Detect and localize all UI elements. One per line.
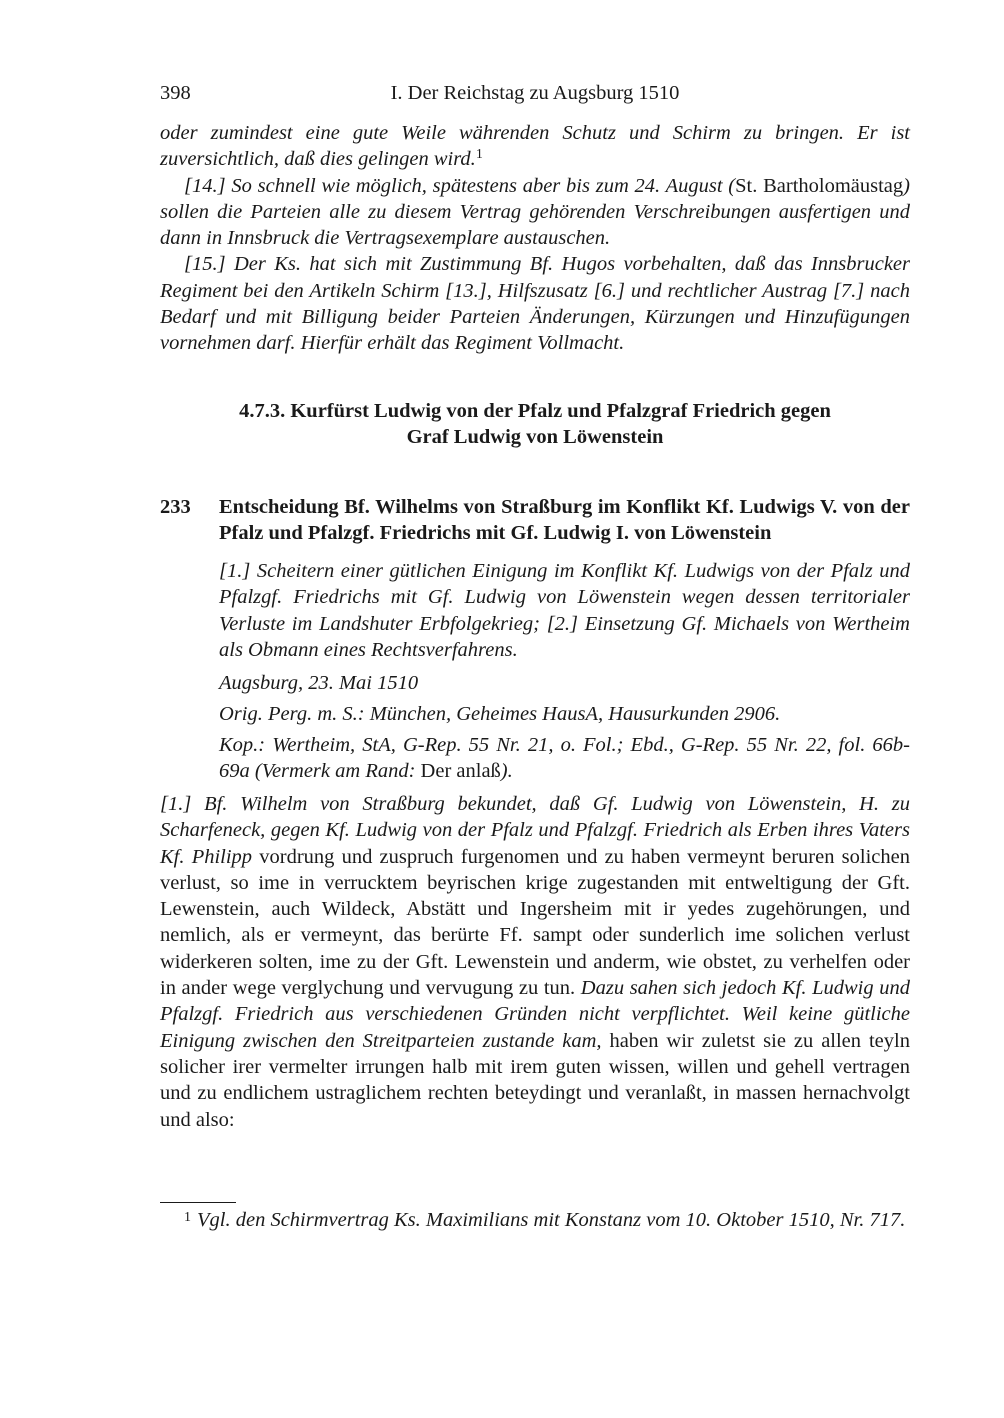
paragraph [160,120,910,173]
text-segment: [1.] Bf. Wilhelm von Straßburg bekundet, daß Gf. Ludwig von Löwenstein, H. zu Scharfeneck, gegen Kf. Ludwig von der Pfalz und Pfalzgf. Friedrich als Erben ihres Vaters Kf. Philipp [160,793,910,868]
footnote-text: Vgl. den Schirmvertrag Ks. Maximilians mit Konstanz vom 10. Oktober 1510, Nr. 717. [197,1209,906,1231]
section-heading [160,398,910,451]
document-summary-block [219,558,910,663]
footnote [160,1207,910,1233]
text-segment: ) sollen die Parteien alle zu diesem Vertrag gehörenden Verschreibungen ausfertigen und dann in Innsbruck die Vertragsexemplare austauschen. [160,174,910,250]
text-segment: [15.] Der Ks. hat sich mit Zustimmung Bf. Hugos vorbehalten, daß das Innsbrucker Regiment bei den Artikeln Schirm [13.], Hilfszusatz [6.] und rechtlicher Austrag [7.] nach Bedarf und mit Billigung beider Parteien Änderungen, Kürzungen und Hinzufügungen vornehmen darf. Hierfür erhält das Regiment Vollmacht. [160,253,910,355]
document-body [160,791,910,1133]
copies-source [219,732,910,785]
text-segment: [14.] So schnell wie möglich, spätestens aber bis zum 24. August ( [184,174,736,197]
text-segment: oder zumindest eine gute Weile währenden Schutz und Schirm zu bringen. Er ist zuversichtlich, daß dies gelingen wird. [160,122,910,171]
section-heading-line: Graf Ludwig von Löwenstein [406,426,664,449]
text-segment: Der anlaß [420,760,501,783]
document-number: 233 [160,496,191,518]
page-number: 398 [160,82,191,104]
section-heading-line: 4.7.3. Kurfürst Ludwig von der Pfalz und Pfalzgraf Friedrich gegen [239,400,831,422]
footnote-reference: 1 [475,147,483,163]
footnote-number: 1 [184,1210,191,1225]
body-paragraph [160,791,910,1133]
continued-text [160,120,910,357]
text-segment: ). [500,760,513,783]
document-title: Entscheidung Bf. Wilhelms von Straßburg im Konflikt Kf. Ludwigs V. von der Pfalz und Pfalzgf. Friedrichs mit Gf. Ludwig I. von Löwenstein [219,496,910,545]
footnote-rule [160,1202,236,1203]
paragraph [160,251,910,356]
text-segment: Dazu sahen sich jedoch Kf. Ludwig und Pfalzgf. Friedrich aus verschiedenen Gründen nicht verpflichtet. Weil keine gütliche Einigung zwischen den Streitparteien zustande kam, [160,977,910,1052]
place-date: Augsburg, 23. Mai 1510 [219,672,419,694]
running-title: I. Der Reichstag zu Augsburg 1510 [390,82,680,104]
page-header [160,80,910,106]
text-segment: Kop.: Wertheim, StA, G-Rep. 55 Nr. 21, o. Fol.; Ebd., G-Rep. 55 Nr. 22, fol. 66b-69a (Vermerk am Rand: [219,734,910,783]
text-segment: St. Bartholomäustag [735,174,904,197]
text-segment: haben wir zuletst sie zu allen teyln solicher irer vermelter irrungen halb mit irem guten wissen, willen und gehell vertragen und zu endlichem ustraglichem rechten beteydingt und veranlaßt, in massen hernachvolgt und also: [160,1029,910,1131]
original-source: Orig. Perg. m. S.: München, Geheimes HausA, Hausurkunden 2906. [219,703,781,725]
document-summary: [1.] Scheitern einer gütlichen Einigung im Konflikt Kf. Ludwigs von der Pfalz und Pfalzgf. Friedrichs mit Gf. Ludwig von Löwenstein wegen dessen territorialer Verluste im Landshuter Erbfolgekrieg; [2.] Einsetzung Gf. Michaels von Wertheim als Obmann eines Rechtsverfahrens. [219,560,910,661]
document-heading [160,494,910,547]
paragraph [160,173,910,252]
copies-paragraph [219,732,910,785]
text-segment: vordrung und zuspruch furgenomen und zu haben vermeynt beruren solichen verlust, so ime in verrucktem beyrischen krige zugestanden mit entweltigung der Gft. Lewenstein, auch Wildeck, Abstätt und Ingersheim mit ir yedes zugehörungen, und nemlich, als er vermeynt, das berürte Ff. sampt oder sunderlich ime solichen verlust widerkeren solten, ime zu der Gft. Lewenstein und anderm, wie obstet, zu verhelfen oder in ander wege verglychung und vervugung zu tun. [160,845,910,1000]
